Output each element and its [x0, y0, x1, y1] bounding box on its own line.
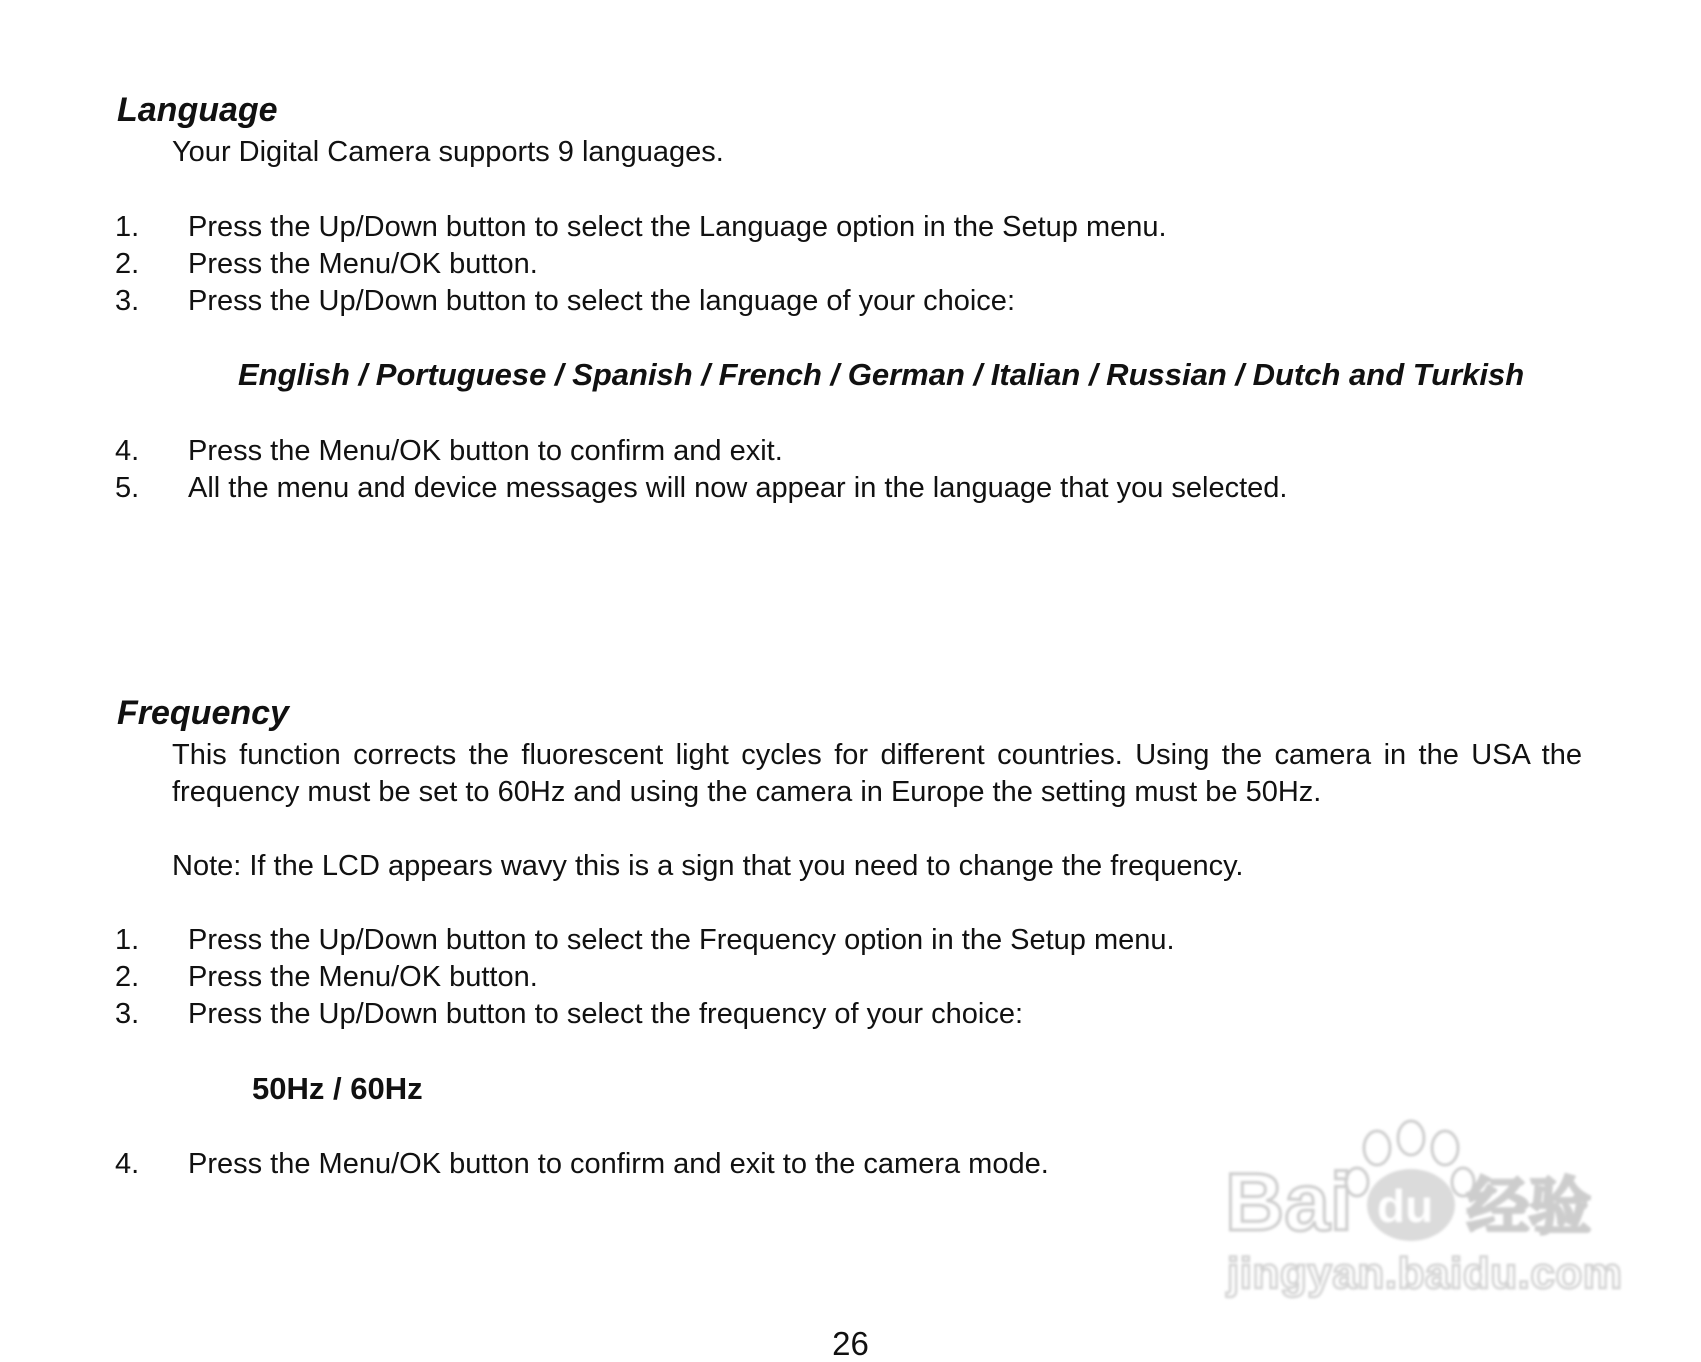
frequency-note: Note: If the LCD appears wavy this is a sign that you need to change the frequency. — [172, 850, 1244, 882]
list-number: 4. — [115, 435, 140, 467]
list-text: All the menu and device messages will now appear in the language that you selected. — [188, 472, 1288, 504]
list-number: 4. — [115, 1148, 140, 1180]
frequency-options: 50Hz / 60Hz — [252, 1071, 423, 1106]
watermark-brand-text: Bai — [1225, 1157, 1353, 1248]
list-text: Press the Up/Down button to select the Frequency option in the Setup menu. — [188, 924, 1175, 956]
list-number: 3. — [115, 998, 140, 1030]
list-text: Press the Menu/OK button to confirm and exit. — [188, 435, 783, 467]
svg-text:du: du — [1377, 1180, 1434, 1232]
language-intro: Your Digital Camera supports 9 languages. — [172, 136, 724, 168]
list-number: 2. — [115, 961, 140, 993]
list-number: 1. — [115, 924, 140, 956]
frequency-description: This function corrects the fluorescent light cycles for different countries. Using the camera in the USA the frequency must be set to 60Hz and using the camera in Europe the setting must be 50Hz. — [172, 739, 1582, 808]
list-text: Press the Menu/OK button to confirm and exit to the camera mode. — [188, 1148, 1049, 1180]
svg-text:经验: 经验 — [1467, 1170, 1592, 1243]
language-heading: Language — [117, 91, 278, 129]
language-options: English / Portuguese / Spanish / French / German / Italian / Russian / Dutch and Turkish — [238, 357, 1525, 392]
list-text: Press the Up/Down button to select the frequency of your choice: — [188, 998, 1024, 1030]
list-text: Press the Menu/OK button. — [188, 248, 538, 280]
list-number: 1. — [115, 211, 140, 243]
list-text: Press the Menu/OK button. — [188, 961, 538, 993]
frequency-heading: Frequency — [117, 694, 289, 732]
list-text: Press the Up/Down button to select the language of your choice: — [188, 285, 1015, 317]
list-number: 3. — [115, 285, 140, 317]
list-text: Press the Up/Down button to select the Language option in the Setup menu. — [188, 211, 1167, 243]
list-number: 5. — [115, 472, 140, 504]
watermark-url-text: jingyan.baidu.com — [1227, 1249, 1622, 1298]
list-number: 2. — [115, 248, 140, 280]
page-number: 26 — [832, 1325, 869, 1362]
baidu-watermark-logo — [1215, 1110, 1625, 1310]
